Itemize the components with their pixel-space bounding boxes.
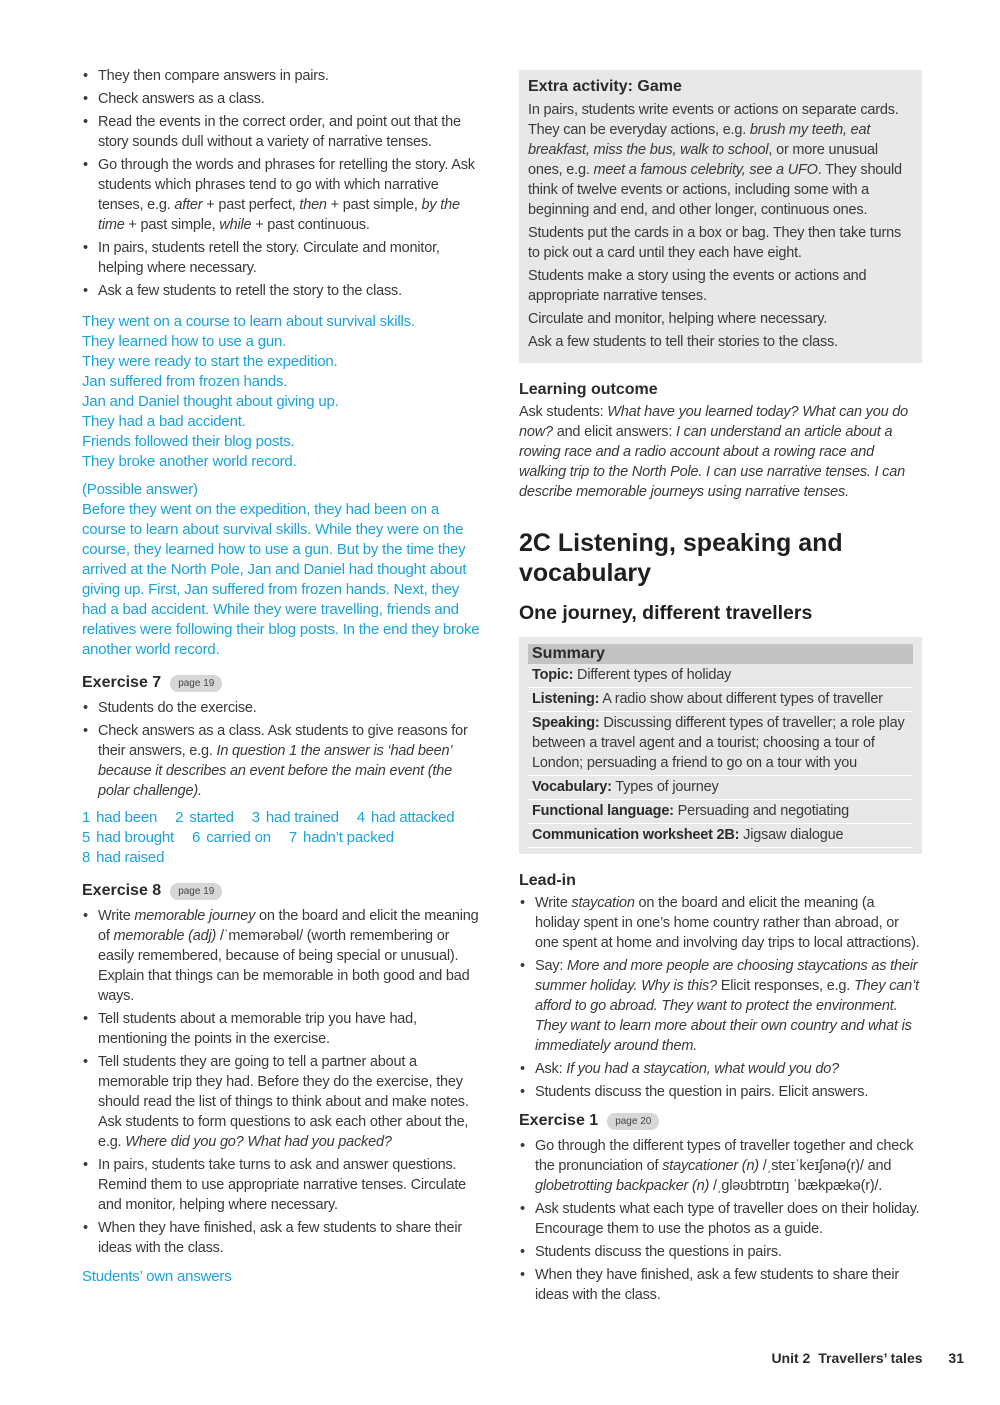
lesson-title: One journey, different travellers	[519, 602, 813, 624]
summary-row	[528, 688, 913, 712]
answer-text: hadn’t packed	[303, 829, 394, 846]
exercise-7-heading	[82, 674, 486, 692]
answer-lines	[82, 312, 486, 472]
summary-cell	[528, 800, 913, 824]
summary-label: Functional language:	[532, 803, 674, 819]
list-item: • When they have finished, ask a few students to share their ideas with the class.	[519, 1265, 922, 1305]
summary-value: A radio show about different types of traveller	[599, 691, 883, 707]
list-item: • Go through the words and phrases for retelling the story. Ask students which phrases tend to go with which narrative tenses, e.g. after + past perfect, then + past simple, by the time + past simple, while + past continuous.	[82, 155, 486, 235]
right-column	[519, 66, 922, 1308]
extra-activity-title: Extra activity: Game	[528, 78, 682, 95]
summary-label: Topic:	[532, 667, 574, 683]
answer-text: had brought	[96, 829, 175, 846]
possible-answer-label: (Possible answer)	[82, 481, 198, 498]
summary-box	[519, 637, 922, 854]
answer-number: 2	[175, 809, 184, 826]
summary-value: Different types of holiday	[573, 667, 732, 683]
answer-text: had attacked	[370, 809, 455, 826]
answer-line: Jan suffered from frozen hands.	[82, 373, 288, 390]
answer-text: had been	[96, 809, 158, 826]
answer-text: started	[189, 809, 234, 826]
list-item: • Check answers as a class.	[82, 89, 486, 109]
summary-row	[528, 776, 913, 800]
summary-cell	[528, 664, 913, 688]
list-item: • When they have finished, ask a few students to share their ideas with the class.	[82, 1218, 486, 1258]
exercise-7-answers-row-2	[82, 828, 486, 848]
summary-row	[528, 712, 913, 776]
page-number: 31	[948, 1350, 964, 1366]
exercise-8-answer: Students’ own answers	[82, 1268, 232, 1285]
list-item: • Write staycation on the board and elicit the meaning (a holiday spent in one’s home country rather than abroad, or one spent at home and involving day trips to local attractions).	[519, 893, 922, 953]
list-item: • Go through the different types of traveller together and check the pronunciation of staycationer (n) /ˌsteɪˈkeɪʃənə(r)/ and globetrotting backpacker (n) /ˌgləʊbtrɒtɪŋ ˈbækpækə(r)/.	[519, 1136, 922, 1196]
paragraph: Ask a few students to tell their stories to the class.	[528, 334, 838, 350]
unit-heading: 2C Listening, speaking and vocabulary	[519, 529, 843, 587]
summary-row	[528, 800, 913, 824]
page-footer	[767, 1350, 964, 1366]
extra-activity-paras	[528, 100, 912, 352]
exercise-1-heading	[519, 1112, 922, 1130]
lead-in-bullets	[519, 893, 922, 1102]
summary-label: Speaking:	[532, 715, 600, 731]
list-item: • Read the events in the correct order, and point out that the story sounds dull without a variety of narrative tenses.	[82, 112, 486, 152]
answer-line: They were ready to start the expedition.	[82, 353, 338, 370]
extra-activity-box	[519, 70, 922, 363]
exercise-7-page-badge: page 19	[170, 675, 222, 692]
numbered-answer	[82, 849, 172, 866]
answer-number: 8	[82, 849, 91, 866]
numbered-answer	[175, 809, 242, 826]
list-item: • Say: More and more people are choosing staycations as their summer holiday. Why is this? Elicit responses, e.g. They can’t afford to go abroad. They want to protect the environment. They want to learn more about their own country and what is immediately around them.	[519, 956, 922, 1056]
summary-value: Persuading and negotiating	[673, 803, 849, 819]
answer-line: They learned how to use a gun.	[82, 333, 287, 350]
exercise-8-bullets	[82, 906, 486, 1258]
list-item: • Ask a few students to retell the story to the class.	[82, 281, 486, 301]
exercise-8-heading	[82, 882, 486, 900]
top-bullet-list	[82, 66, 486, 301]
summary-value: Jigsaw dialogue	[739, 827, 844, 843]
answer-text: had trained	[265, 809, 339, 826]
summary-label: Listening:	[532, 691, 600, 707]
exercise-1-bullets	[519, 1136, 922, 1305]
learning-outcome-title: Learning outcome	[519, 381, 658, 398]
summary-value: Discussing different types of traveller; a role play between a travel agent and a tourist; choosing a tour of London; persuading a friend to go on a tour with you	[532, 715, 905, 771]
answer-number: 5	[82, 829, 91, 846]
summary-label: Communication worksheet 2B:	[532, 827, 740, 843]
numbered-answer	[192, 829, 279, 846]
answer-line: They broke another world record.	[82, 453, 297, 470]
paragraph: Students make a story using the events or actions and appropriate narrative tenses.	[528, 268, 867, 304]
exercise-7-answers-row-1	[82, 808, 486, 828]
exercise-7-title: Exercise 7	[82, 674, 162, 691]
summary-cell	[528, 688, 913, 712]
summary-row	[528, 824, 913, 848]
list-item: • Write memorable journey on the board and elicit the meaning of memorable (adj) /ˈmemərəbəl/ (worth remembering or easily remembered, because of being special or unusual). Explain that things can be memorable in both good and bad ways.	[82, 906, 486, 1006]
summary-table	[528, 644, 913, 848]
answer-number: 3	[251, 809, 260, 826]
answer-text: had raised	[96, 849, 165, 866]
list-item: • Check answers as a class. Ask students to give reasons for their answers, e.g. In question 1 the answer is ‘had been’ because it describes an event before the main event (the polar challenge).	[82, 721, 486, 801]
paragraph: Students put the cards in a box or bag. They then take turns to pick out a card until they each have eight.	[528, 225, 902, 261]
exercise-8-title: Exercise 8	[82, 882, 162, 899]
numbered-answer	[252, 809, 347, 826]
numbered-answer	[289, 829, 402, 846]
exercise-8-page-badge: page 19	[170, 883, 222, 900]
answer-line: Friends followed their blog posts.	[82, 433, 295, 450]
summary-header: Summary	[528, 644, 913, 664]
list-item: • Ask students what each type of traveller does on their holiday. Encourage them to use the photos as a guide.	[519, 1199, 922, 1239]
numbered-answer	[82, 829, 182, 846]
answer-line: They went on a course to learn about survival skills.	[82, 313, 415, 330]
list-item: • Ask: If you had a staycation, what would you do?	[519, 1059, 922, 1079]
list-item: • They then compare answers in pairs.	[82, 66, 486, 86]
numbered-answer	[82, 809, 165, 826]
footer-title: Travellers’ tales	[818, 1350, 923, 1366]
summary-cell	[528, 776, 913, 800]
answer-number: 1	[82, 809, 91, 826]
possible-answer: Before they went on the expedition, they had been on a course to learn about survival skills. While they were on the course, they learned how to use a gun. But by the time they arrived at the North Pole, Jan and Daniel had thought about giving up. First, Jan suffered from frozen hands. Next, they had a bad accident. While they were travelling, friends and relatives were following their blog posts. In the end they broke another world record.	[82, 501, 480, 658]
summary-cell	[528, 824, 913, 848]
numbered-answer	[357, 809, 463, 826]
summary-value: Types of journey	[611, 779, 719, 795]
summary-cell	[528, 712, 913, 776]
answer-line: Jan and Daniel thought about giving up.	[82, 393, 339, 410]
exercise-7-bullets	[82, 698, 486, 801]
list-item: • In pairs, students take turns to ask and answer questions. Remind them to use appropriate narrative tenses. Circulate and monitor, helping where necessary.	[82, 1155, 486, 1215]
answer-number: 7	[288, 829, 298, 846]
exercise-1-title: Exercise 1	[519, 1112, 599, 1129]
answer-line: They had a bad accident.	[82, 413, 246, 430]
list-item: • Tell students about a memorable trip you have had, mentioning the points in the exercise.	[82, 1009, 486, 1049]
paragraph: Circulate and monitor, helping where necessary.	[528, 311, 828, 327]
exercise-1-page-badge: page 20	[607, 1113, 659, 1130]
learning-outcome-text: Ask students: What have you learned today? What can you do now? and elicit answers: I can understand an article about a rowing race and a radio account about a rowing race and walking trip to the North Pole. I can use narrative tenses. I can describe memorable journeys using narrative tenses.	[519, 404, 909, 500]
answer-number: 6	[192, 829, 201, 846]
answer-number: 4	[356, 809, 365, 826]
footer-unit: Unit 2	[771, 1350, 811, 1366]
list-item: • Tell students they are going to tell a partner about a memorable trip they had. Before they do the exercise, they should read the list of things to think about and make notes. Ask students to form questions to ask each other about the, e.g. Where did you go? What had you packed?	[82, 1052, 486, 1152]
left-column	[82, 66, 486, 1287]
list-item: • In pairs, students retell the story. Circulate and monitor, helping where necessary.	[82, 238, 486, 278]
list-item: • Students discuss the question in pairs. Elicit answers.	[519, 1082, 922, 1102]
summary-label: Vocabulary:	[532, 779, 612, 795]
lead-in-title: Lead-in	[519, 872, 576, 889]
list-item: • Students do the exercise.	[82, 698, 486, 718]
paragraph: In pairs, students write events or actions on separate cards. They can be everyday actions, e.g. brush my teeth, eat breakfast, miss the bus, walk to school, or more unusual ones, e.g. meet a famous celebrity, see a UFO. They should think of twelve events or actions, including some with a beginning and end, and other longer, continuous ones.	[528, 102, 902, 218]
exercise-7-answers-row-3	[82, 848, 486, 868]
list-item: • Students discuss the questions in pairs.	[519, 1242, 922, 1262]
summary-rows	[528, 664, 913, 848]
summary-row	[528, 664, 913, 688]
answer-text: carried on	[206, 829, 271, 846]
